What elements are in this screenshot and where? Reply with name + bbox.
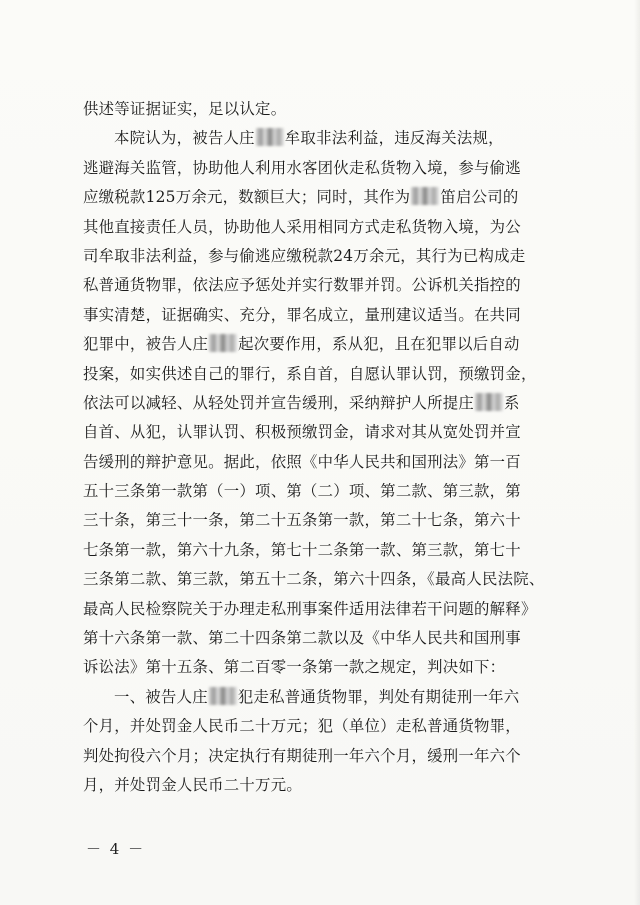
text-segment: 私普通货物罪，依法应予惩处并实行数罪并罚。公诉机关指控的 (83, 276, 521, 295)
text-segment: 犯走私普通货物罪，判处有期徒刑一年六 (237, 687, 520, 706)
text-segment: 笛启公司的 (440, 188, 519, 207)
text-line (83, 683, 573, 712)
text-line (83, 183, 573, 212)
text-line (83, 712, 573, 741)
text-line (83, 565, 573, 594)
text-segment: 一、被告人庄 (114, 687, 208, 706)
text-line (83, 242, 573, 271)
text-segment: 三十条，第三十一条，第二十五条第一款，第二十七条，第六十 (83, 511, 521, 530)
text-line (83, 213, 573, 242)
judgment-text-body (83, 95, 573, 800)
text-segment: 起次要作用，系从犯，且在犯罪以后自动 (238, 335, 520, 354)
text-line (83, 124, 573, 153)
text-line (83, 95, 573, 124)
text-line (83, 418, 573, 447)
text-line (83, 742, 573, 771)
text-segment: 第十六条第一款、第二十四条第二款以及《中华人民共和国刑事 (83, 629, 521, 648)
text-segment: 自首、从犯，认罪认罚、积极预缴罚金，请求对其从宽处罚并宣 (83, 423, 521, 442)
text-segment: 月，并处罚金人民币二十万元。 (83, 775, 302, 794)
redaction-blur (209, 687, 237, 705)
text-segment: 诉讼法》第十五条、第二百零一条第一款之规定，判决如下： (83, 658, 506, 677)
text-segment: 告缓刑的辩护意见。据此，依照《中华人民共和国刑法》第一百 (83, 452, 521, 471)
text-line (83, 653, 573, 682)
text-line (83, 271, 573, 300)
text-segment: 牟取非法利益，违反海关法规， (284, 129, 504, 148)
redaction-blur (411, 187, 439, 205)
text-segment: 五十三条第一款第（一）项、第（二）项、第二款、第三款，第 (83, 482, 521, 501)
text-line (83, 536, 573, 565)
text-line (83, 154, 573, 183)
text-segment: 应缴税款125万余元，数额巨大；同时，其作为 (83, 188, 411, 207)
text-segment: 系 (504, 393, 520, 412)
redaction-blur (256, 128, 284, 146)
text-segment: 供述等证据证实，足以认定。 (83, 100, 287, 118)
text-line (83, 389, 573, 418)
text-line (83, 330, 573, 359)
text-segment: 犯罪中，被告人庄 (83, 335, 209, 354)
page-number: － 4 － (86, 840, 146, 858)
text-segment: 依法可以减轻、从轻处罚并宣告缓刑，采纳辩护人所提庄 (83, 393, 475, 412)
text-segment: 最高人民检察院关于办理走私刑事案件适用法律若干问题的解释》 (83, 599, 537, 618)
text-segment: 判处拘役六个月；决定执行有期徒刑一年六个月，缓刑一年六个 (83, 746, 521, 765)
text-line (83, 360, 573, 389)
text-line (83, 477, 573, 506)
scan-edge-shadow (634, 0, 640, 905)
redaction-blur (475, 393, 503, 411)
text-line (83, 624, 573, 653)
text-line (83, 595, 573, 624)
text-segment: 事实清楚，证据确实、充分，罪名成立，量刑建议适当。在共同 (83, 305, 521, 324)
text-segment: 本院认为，被告人庄 (114, 129, 255, 148)
text-segment: 投案，如实供述自己的罪行，系自首，自愿认罪认罚，预缴罚金， (83, 364, 537, 383)
text-line (83, 771, 573, 800)
text-segment: 其他直接责任人员，协助他人采用相同方式走私货物入境，为公 (83, 217, 521, 236)
text-segment: 司牟取非法利益，参与偷逃应缴税款24万余元，其行为已构成走 (83, 246, 526, 265)
text-segment: 三条第二款、第三款，第五十二条，第六十四条，《最高人民法院、 (83, 570, 545, 589)
text-segment: 七条第一款，第六十九条，第七十二条第一款、第三款，第七十 (83, 540, 521, 559)
text-line (83, 301, 573, 330)
text-segment: 个月，并处罚金人民币二十万元；犯（单位）走私普通货物罪， (83, 717, 521, 736)
text-line (83, 448, 573, 477)
redaction-blur (209, 334, 237, 352)
text-line (83, 506, 573, 535)
text-segment: 逃避海关监管，协助他人利用水客团伙走私货物入境，参与偷逃 (83, 158, 521, 177)
